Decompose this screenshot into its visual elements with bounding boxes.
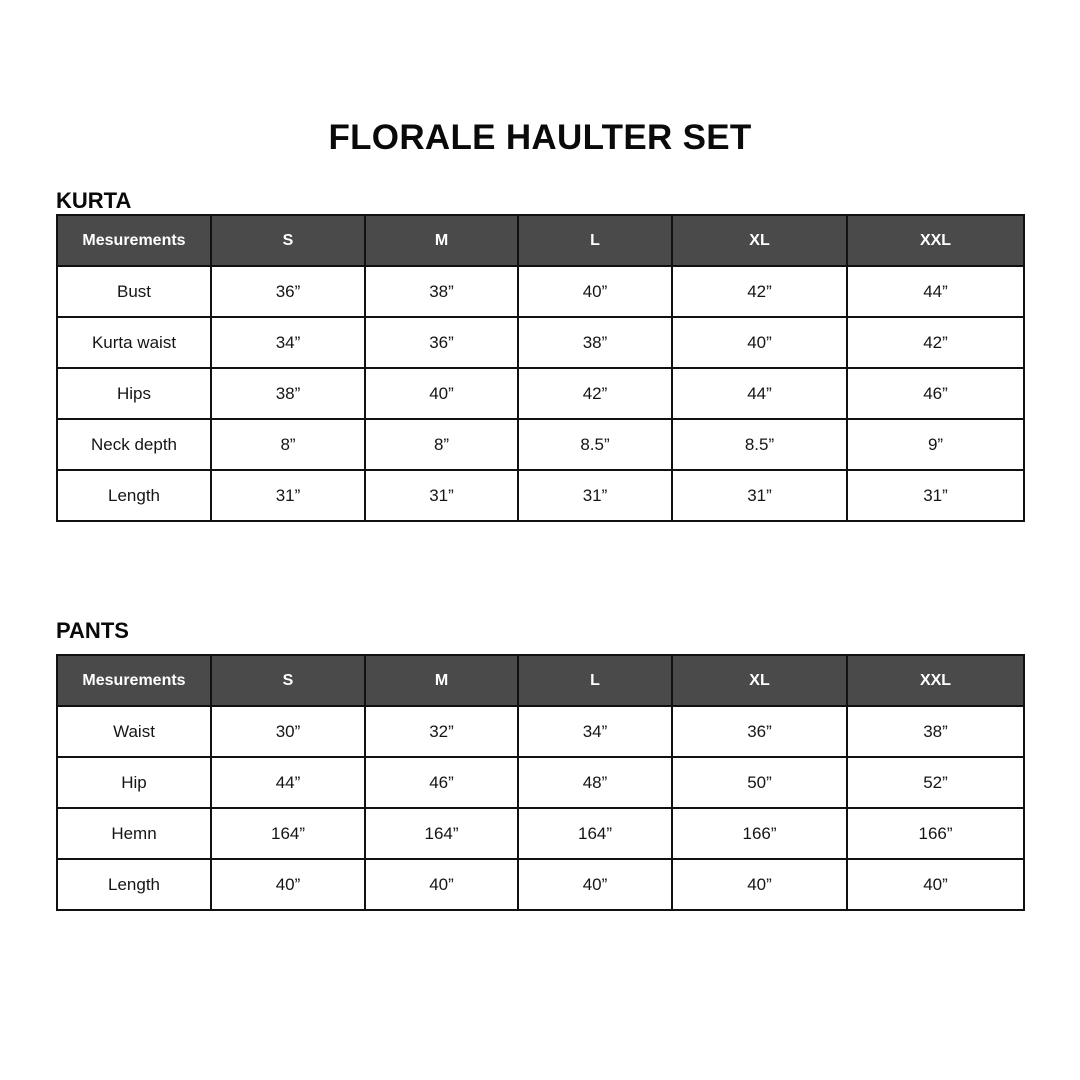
cell-value: 40” xyxy=(365,368,518,419)
cell-value: 48” xyxy=(518,757,672,808)
header-size-xxl: XXL xyxy=(847,215,1024,266)
table-row xyxy=(57,859,1024,910)
cell-value: 42” xyxy=(847,317,1024,368)
cell-value: 36” xyxy=(365,317,518,368)
cell-value: 40” xyxy=(672,859,847,910)
row-label: Hemn xyxy=(57,808,211,859)
cell-value: 31” xyxy=(847,470,1024,521)
cell-value: 166” xyxy=(847,808,1024,859)
row-label: Waist xyxy=(57,706,211,757)
cell-value: 38” xyxy=(211,368,365,419)
cell-value: 9” xyxy=(847,419,1024,470)
cell-value: 8.5” xyxy=(518,419,672,470)
header-measurements: Mesurements xyxy=(57,655,211,706)
header-size-s: S xyxy=(211,215,365,266)
cell-value: 164” xyxy=(518,808,672,859)
cell-value: 166” xyxy=(672,808,847,859)
cell-value: 34” xyxy=(518,706,672,757)
header-size-s: S xyxy=(211,655,365,706)
pants-section-title: PANTS xyxy=(56,618,129,643)
table-row xyxy=(57,706,1024,757)
table-row xyxy=(57,368,1024,419)
cell-value: 8.5” xyxy=(672,419,847,470)
cell-value: 40” xyxy=(847,859,1024,910)
kurta-section-title: KURTA xyxy=(56,188,132,213)
table-row xyxy=(57,470,1024,521)
cell-value: 44” xyxy=(672,368,847,419)
header-size-m: M xyxy=(365,655,518,706)
table-row xyxy=(57,757,1024,808)
page-title: FLORALE HAULTER SET xyxy=(328,118,752,157)
cell-value: 38” xyxy=(518,317,672,368)
header-size-l: L xyxy=(518,655,672,706)
cell-value: 31” xyxy=(365,470,518,521)
cell-value: 36” xyxy=(672,706,847,757)
cell-value: 31” xyxy=(211,470,365,521)
header-size-l: L xyxy=(518,215,672,266)
row-label: Neck depth xyxy=(57,419,211,470)
header-size-xl: XL xyxy=(672,655,847,706)
cell-value: 38” xyxy=(365,266,518,317)
row-label: Hips xyxy=(57,368,211,419)
row-label: Kurta waist xyxy=(57,317,211,368)
cell-value: 40” xyxy=(518,859,672,910)
cell-value: 164” xyxy=(365,808,518,859)
header-size-m: M xyxy=(365,215,518,266)
cell-value: 44” xyxy=(211,757,365,808)
cell-value: 40” xyxy=(211,859,365,910)
header-size-xxl: XXL xyxy=(847,655,1024,706)
pants-size-table xyxy=(56,654,1025,911)
cell-value: 32” xyxy=(365,706,518,757)
header-size-xl: XL xyxy=(672,215,847,266)
cell-value: 40” xyxy=(518,266,672,317)
cell-value: 44” xyxy=(847,266,1024,317)
table-row xyxy=(57,266,1024,317)
cell-value: 46” xyxy=(365,757,518,808)
kurta-size-table xyxy=(56,214,1025,522)
table-header-row xyxy=(57,655,1024,706)
cell-value: 164” xyxy=(211,808,365,859)
cell-value: 38” xyxy=(847,706,1024,757)
cell-value: 40” xyxy=(672,317,847,368)
table-row xyxy=(57,419,1024,470)
table-row xyxy=(57,317,1024,368)
table-header-row xyxy=(57,215,1024,266)
cell-value: 50” xyxy=(672,757,847,808)
cell-value: 31” xyxy=(672,470,847,521)
cell-value: 30” xyxy=(211,706,365,757)
row-label: Length xyxy=(57,859,211,910)
cell-value: 40” xyxy=(365,859,518,910)
row-label: Bust xyxy=(57,266,211,317)
cell-value: 8” xyxy=(211,419,365,470)
table-row xyxy=(57,808,1024,859)
row-label: Length xyxy=(57,470,211,521)
row-label: Hip xyxy=(57,757,211,808)
header-measurements: Mesurements xyxy=(57,215,211,266)
cell-value: 52” xyxy=(847,757,1024,808)
cell-value: 31” xyxy=(518,470,672,521)
cell-value: 42” xyxy=(672,266,847,317)
cell-value: 8” xyxy=(365,419,518,470)
cell-value: 34” xyxy=(211,317,365,368)
cell-value: 36” xyxy=(211,266,365,317)
cell-value: 42” xyxy=(518,368,672,419)
cell-value: 46” xyxy=(847,368,1024,419)
